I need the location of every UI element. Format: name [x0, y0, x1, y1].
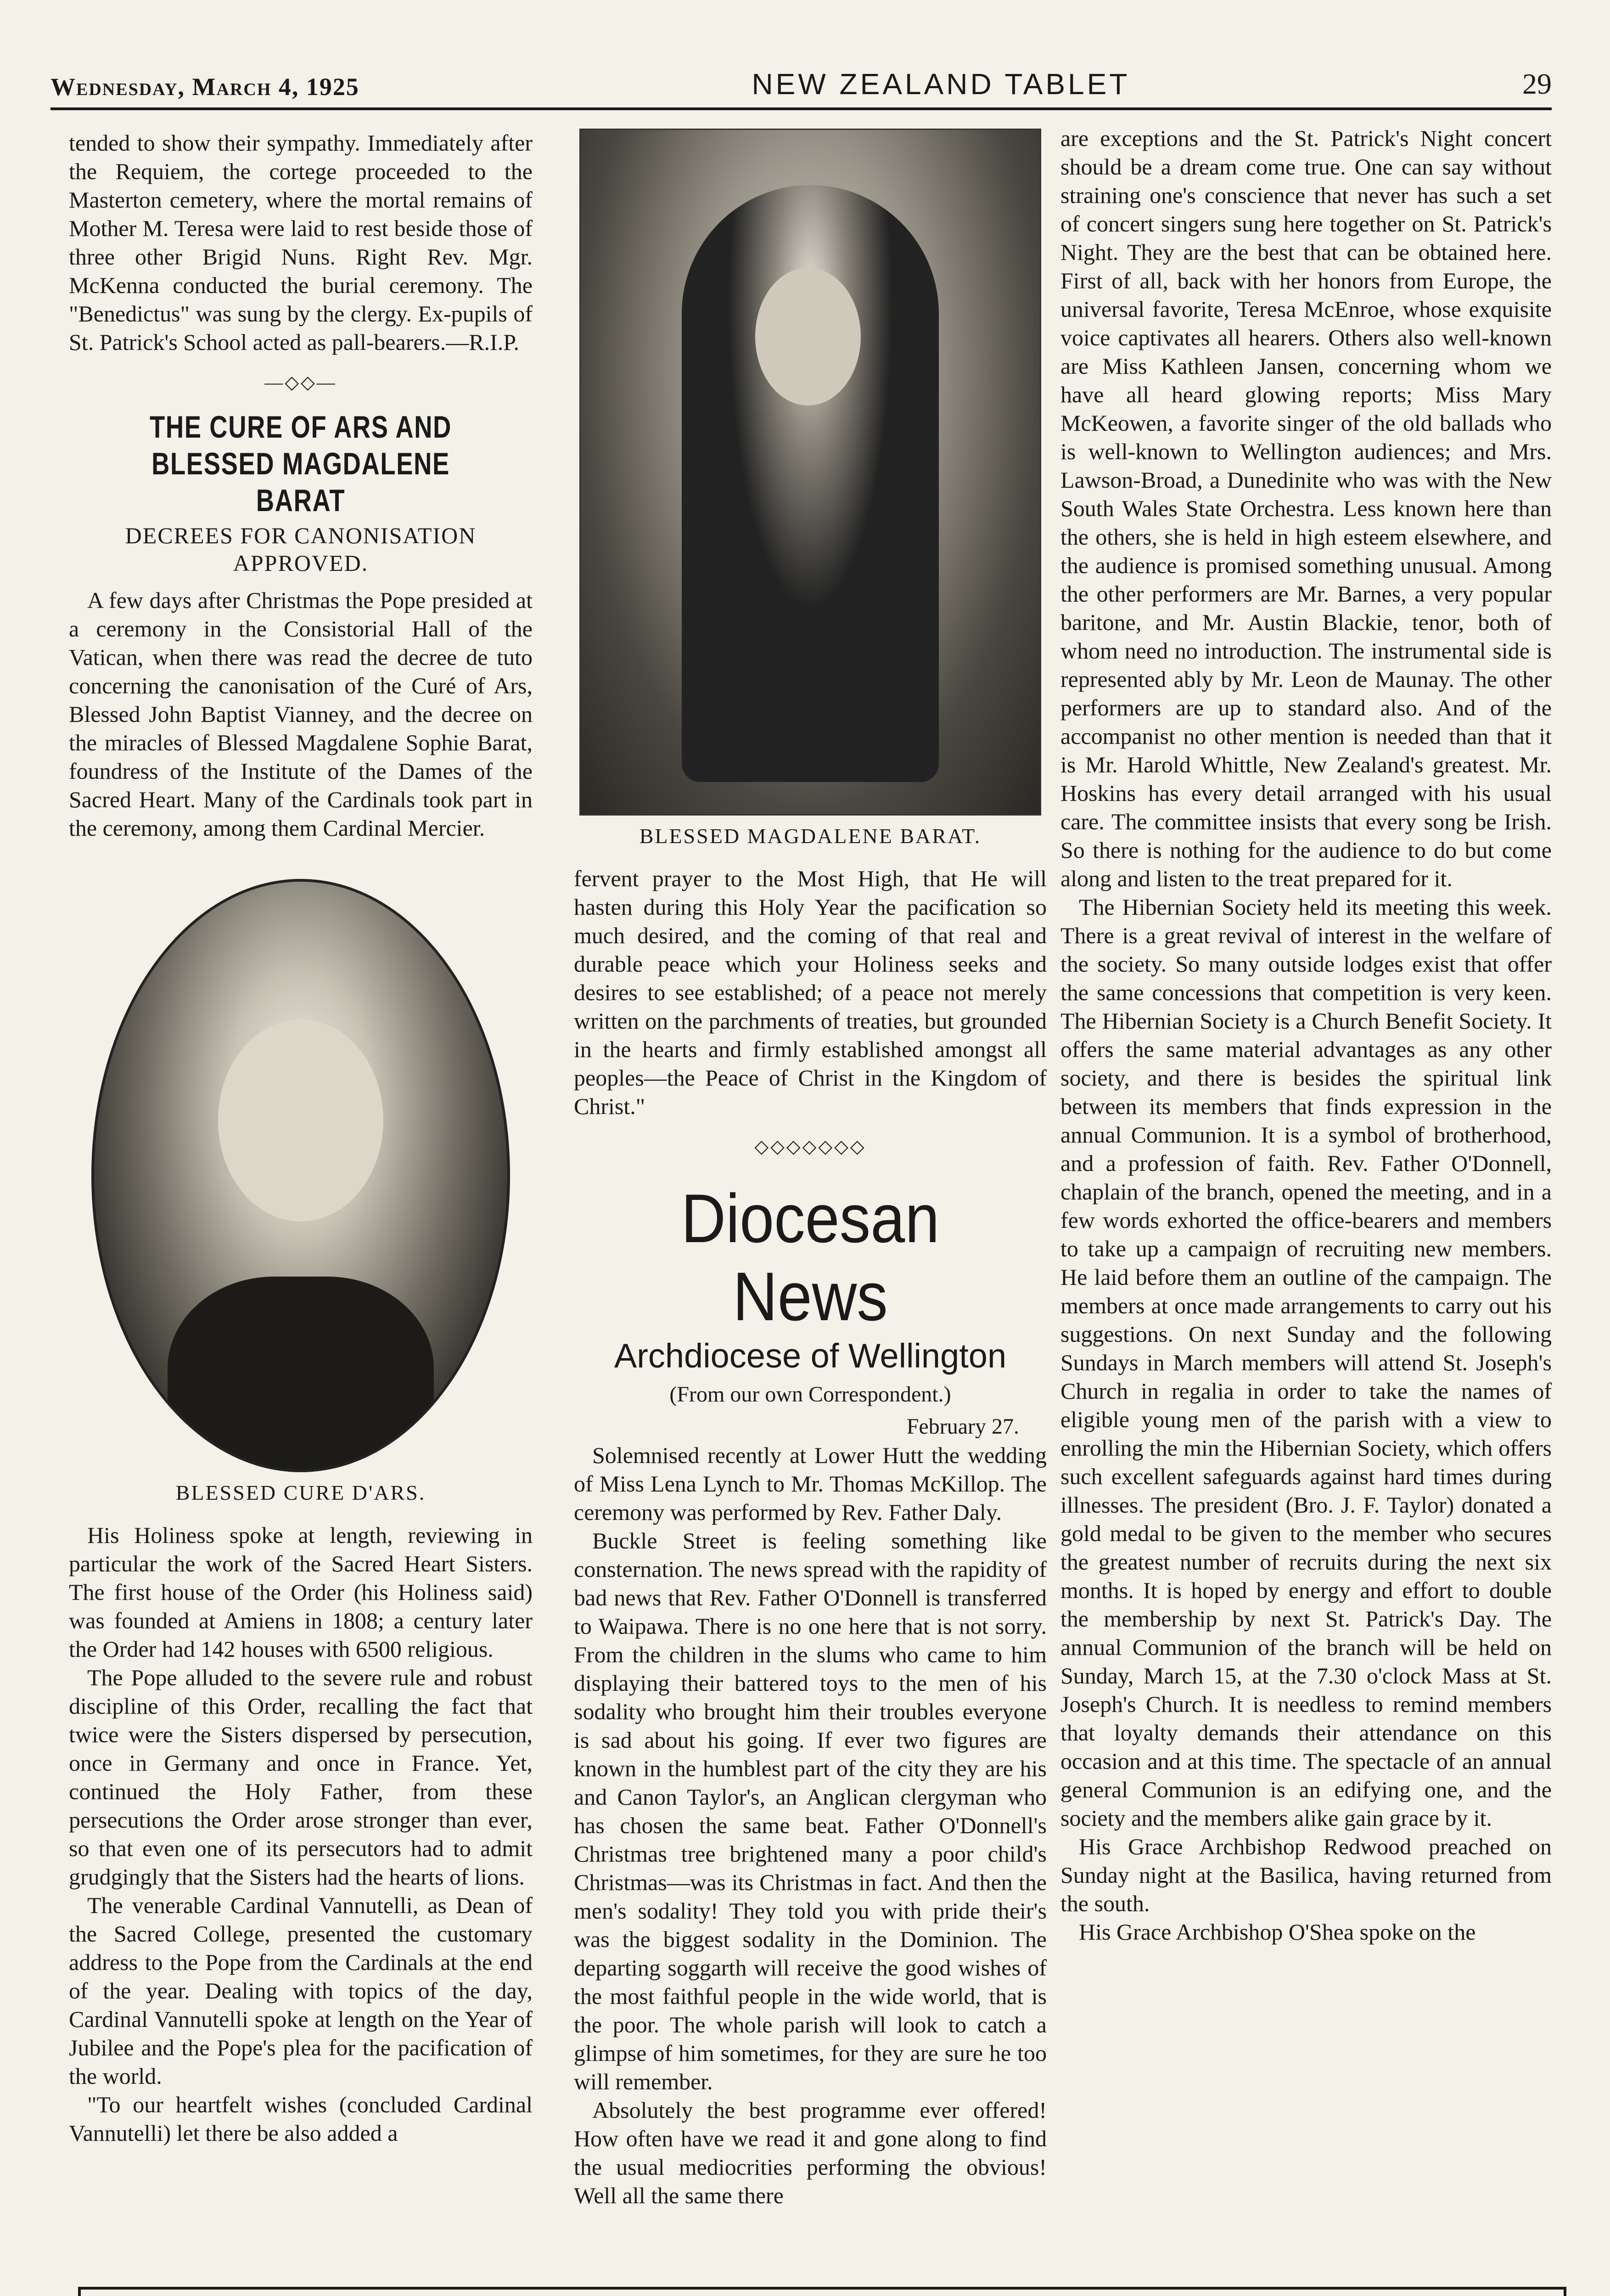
- article-paragraph: The venerable Cardinal Vannutelli, as Dean of the Sacred College, presented the customary address to the Pope from the Cardinals at the end of the year. Dealing with topics of the day, Cardinal Vannutelli spoke at length on the Year of Jubilee and the Pope's plea for the pacification of the world.: [69, 1892, 533, 2089]
- article-subhead: DECREES FOR CANONISATION APPROVED.: [125, 523, 477, 576]
- section-title: Diocesan News: [681, 1180, 940, 1335]
- article-paragraph: A few days after Christmas the Pope presided at a ceremony in the Consistorial Hall of the Vatican, when there was read the decree de tuto concerning the canonisation of the Curé of Ars, Blessed John Baptist Vianney, and the decree on the miracles of Blessed Magdalene Sophie Barat, foundress of the Institute of the Dames of the Sacred Heart. Many of the Cardinals took part in the ceremony, among them Cardinal Mercier.: [69, 587, 533, 841]
- article-paragraph: tended to show their sympathy. Immediately after the Requiem, the cortege proceeded to the Masterton cemetery, where the mortal remains of Mother M. Teresa were laid to rest beside those of three other Brigid Nuns. Right Rev. Mgr. McKenna conducted the burial ceremony. The "Benedictus" was sung by the clergy. Ex-pupils of St. Patrick's School acted as pall-bearers.—R.I.P.: [69, 130, 533, 355]
- article-paragraph: Buckle Street is feeling something like consternation. The news spread with the rapidity of bad news that Rev. Father O'Donnell is transferred to Waipawa. There is no one here that is not sorry. From the children in the slums who came to him displaying their battered toys to the men of his sodality who brought him their troubles everyone is sad about his going. If ever two figures are known in the humblest part of the city they are his and Canon Taylor's, an Anglican clergyman who has chosen the same beat. Father O'Donnell's Christmas tree brightened many a poor child's Christmas—was its Christmas in fact. And then the men's sodality! They told you with pride their's was the biggest sodality in the Dominion. The departing soggarth will receive the good wishes of the most faithful people in the wide world, that is the poor. The whole parish will look to catch a glimpse of him sometimes, for they are sure he too will remember.: [574, 1528, 1047, 2094]
- article-paragraph: His Grace Archbishop Redwood preached on Sunday night at the Basilica, having returned from the south.: [1060, 1834, 1552, 1916]
- article-headline: THE CURE OF ARS AND BLESSED MAGDALENE BARAT: [149, 410, 452, 518]
- portrait-face: [218, 1019, 383, 1221]
- diocese-title: Archdiocese of Wellington: [614, 1337, 1007, 1375]
- dateline: February 27.: [906, 1414, 1019, 1439]
- column-middle: [574, 129, 1047, 2210]
- article-paragraph: "To our heartfelt wishes (concluded Cardinal Vannutelli) let there be also added a: [69, 2092, 533, 2146]
- article-paragraph: His Holiness spoke at length, reviewing in particular the work of the Sacred Heart Sisters. The first house of the Order (his Holiness said) was founded at Amiens in 1808; a century later the Order had 142 houses with 6500 religious.: [69, 1522, 533, 1662]
- separator: —◇◇—: [264, 372, 337, 393]
- article-paragraph: The Pope alluded to the severe rule and robust discipline of this Order, recalling the fact that twice were the Sisters dispersed by persecution, once in Germany and once in France. Yet, continued the Holy Father, from these persecutions the Order arose stronger than ever, so that even one of its persecutors had to admit grudgingly that the Sisters had the hearts of lions.: [69, 1665, 533, 1890]
- article-paragraph: fervent prayer to the Most High, that He will hasten during this Holy Year the pacification so much desired, and the coming of that real and durable peace which your Holiness seeks and desires to see established; of a peace not merely written on the parchments of treaties, but grounded in the hearts and firmly established amongst all peoples—the Peace of Christ in the Kingdom of Christ.": [574, 866, 1047, 1119]
- page-number: 29: [1522, 68, 1552, 100]
- article-paragraph: The Hibernian Society held its meeting this week. There is a great revival of interest in the welfare of the society. So many outside lodges exist that offer the same concessions that competition is very keen. The Hibernian Society is a Church Benefit Society. It offers the same material advantages as any other society, and there is besides the spiritual link between its members that finds expression in the annual Communion. It is a symbol of brotherhood, and a profession of faith. Rev. Father O'Donnell, chaplain of the branch, opened the meeting, and in a few words exhorted the office-bearers and members to take up a campaign of recruiting new members. He laid before them an outline of the campaign. The members at once made arrangements to carry out his suggestions. On next Sunday and the following Sundays in March members will attend St. Joseph's Church in regalia in order to take the names of eligible young men of the parish with a view to enrolling the min the Hibernian Society, which offers such excellent safeguards against hard times during illnesses. The president (Bro. J. F. Taylor) donated a gold medal to be given to the member who secures the greatest number of recruits during the next six months. It is hoped by energy and effort to double the membership by next St. Patrick's Day. The annual Communion of the branch will be held on Sunday, March 15, at the 7.30 o'clock Mass at St. Joseph's Church. It is needless to remind members that loyalty demands their attendance on this occasion and at this time. The spectacle of an annual general Communion is an edifying one, and the society and the members alike gain grace by it.: [1060, 894, 1552, 1831]
- magdalene-barat-photo: [579, 129, 1041, 816]
- article-paragraph: Solemnised recently at Lower Hutt the wedding of Miss Lena Lynch to Mr. Thomas McKillop. The ceremony was performed by Rev. Father Daly.: [574, 1442, 1047, 1525]
- advertisement-banner: [78, 2287, 1566, 2296]
- portrait-caption: BLESSED CURE D'ARS.: [175, 1481, 426, 1504]
- newspaper-title: NEW ZEALAND TABLET: [752, 68, 1130, 101]
- separator: ◇◇◇◇◇◇◇: [754, 1136, 866, 1157]
- photo-face: [755, 268, 861, 405]
- portrait-collar: [168, 1277, 434, 1472]
- issue-date: Wednesday, March 4, 1925: [50, 73, 359, 101]
- photo-caption: BLESSED MAGDALENE BARAT.: [639, 824, 982, 848]
- page-header: [50, 51, 1552, 110]
- cure-ars-portrait: [91, 879, 510, 1472]
- article-paragraph: are exceptions and the St. Patrick's Night concert should be a dream come true. One can say without straining one's conscience that never has such a set of concert singers sung here together on St. Patrick's Night. They are the best that can be obtained here. First of all, back with her honors from Europe, the universal favorite, Teresa McEnroe, whose exquisite voice captivates all hearers. Others also well-known are Miss Kathleen Jansen, concerning whom we have all heard glowing reports; Miss Mary McKeowen, a favorite singer of the old ballads who is well-known to Wellington audiences; and Mrs. Lawson-Broad, a Dunedinite who was with the New South Wales State Orchestra. Less known here than the others, she is held in high esteem elsewhere, and the audience is promised something unusual. Among the other performers are Mr. Barnes, a very popular baritone, and Mr. Austin Blackie, tenor, both of whom need no introduction. The instrumental side is represented ably by Mr. Leon de Maunay. The other performers are up to standard also. And of the accompanist no other mention is needed than that it is Mr. Harold Whittle, New Zealand's greatest. Mr. Hoskins has every detail arranged with his usual care. The committee insists that every song be Irish. So there is nothing for the audience to do but come along and listen to the treat prepared for it.: [1060, 125, 1552, 891]
- article-paragraph: Absolutely the best programme ever offered! How often have we read it and gone along to find the usual mediocrities performing the obvious! Well all the same there: [574, 2097, 1047, 2208]
- column-left: [69, 129, 533, 2147]
- article-paragraph: His Grace Archbishop O'Shea spoke on the: [1079, 1919, 1476, 1945]
- correspondent-line: (From our own Correspondent.): [669, 1382, 951, 1407]
- column-right: [1060, 124, 1552, 1946]
